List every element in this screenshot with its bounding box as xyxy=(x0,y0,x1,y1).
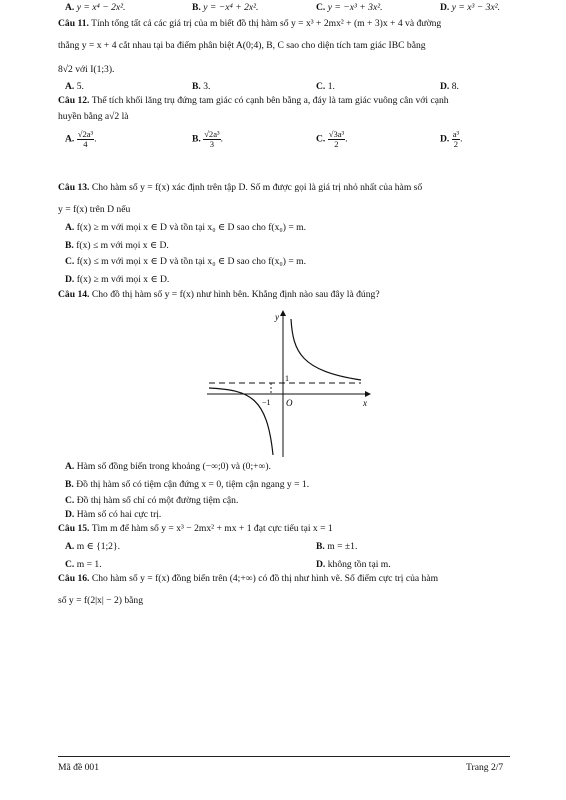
fraction: $\frac{\text{√2a³}}{3}$ xyxy=(204,129,220,150)
q11-option-b: B. 3. xyxy=(192,81,211,92)
q14-option-c: C. Đồ thị hàm số chỉ có một đường tiệm cận. xyxy=(65,495,239,506)
q12-line2: huyền bằng a√2 là xyxy=(58,111,129,122)
q12-option-a: A. $\frac{\text{√2a³}}{4}$ . xyxy=(65,129,97,150)
q10-option-c: C. y = −x³ + 3x². xyxy=(316,2,383,13)
q13-option-c: C. f(x) ≤ m với mọi x ∈ D và tồn tại x₀ ∈ D sao cho f(x₀) = m. xyxy=(65,256,307,267)
q15-option-d: D. không tồn tại m. xyxy=(316,559,391,570)
q13-option-d: D. f(x) ≥ m với mọi x ∈ D. xyxy=(65,274,170,285)
x-axis-arrow-icon xyxy=(365,391,371,397)
q13-line1: Câu 13. Cho hàm số y = f(x) xác định trên tập D. Số m được gọi là giá trị nhỏ nhất của hàm số xyxy=(58,182,423,193)
q15-option-b: B. m = ±1. xyxy=(316,541,358,552)
origin-label: O xyxy=(286,398,293,408)
q14-option-b: B. Đồ thị hàm số có tiệm cận đứng x = 0, tiệm cận ngang y = 1. xyxy=(65,479,310,490)
footer-divider xyxy=(58,756,510,757)
q10-option-a: A. y = x⁴ − 2x². xyxy=(65,2,126,13)
x-axis-label: x xyxy=(363,398,367,408)
q12-option-c: C. $\frac{\text{√3a³}}{2}$ . xyxy=(316,129,348,150)
q13-option-a: A. f(x) ≥ m với mọi x ∈ D và tồn tại x₀ ∈ D sao cho f(x₀) = m. xyxy=(65,222,307,233)
q13-line2: y = f(x) trên D nếu xyxy=(58,204,131,215)
q11-line2: thẳng y = x + 4 cắt nhau tại ba điểm phân biệt A(0;4), B, C sao cho diện tích tam giác IBC bằng xyxy=(58,40,426,51)
footer-page-number: Trang 2/7 xyxy=(466,762,504,773)
q11-option-a: A. 5. xyxy=(65,81,84,92)
q14-line1: Câu 14. Cho đồ thị hàm số y = f(x) như hình bên. Khẳng định nào sau đây là đúng? xyxy=(58,289,380,300)
q11-option-c: C. 1. xyxy=(316,81,335,92)
fraction: $\frac{\text{√2a³}}{4}$ xyxy=(77,129,94,150)
q14-option-a: A. Hàm số đồng biến trong khoảng (−∞;0) và (0;+∞). xyxy=(65,461,271,472)
q15-line1: Câu 15. Tìm m để hàm số y = x³ − 2mx² + mx + 1 đạt cực tiểu tại x = 1 xyxy=(58,523,333,534)
q10-option-b: B. y = −x⁴ + 2x². xyxy=(192,2,259,13)
q16-line2: số y = f(2|x| − 2) bằng xyxy=(58,595,144,606)
y-axis-label: y xyxy=(275,312,279,322)
q12-line1: Câu 12. Thể tích khối lăng trụ đứng tam giác có cạnh bên bằng a, đáy là tam giác vuông cân với cạnh xyxy=(58,95,449,106)
q14-option-d: D. Hàm số có hai cực trị. xyxy=(65,509,162,520)
q12-option-d: D. $\frac{\text{a³}}{2}$ . xyxy=(440,129,463,150)
footer-exam-code: Mã đề 001 xyxy=(58,762,100,773)
right-branch-curve xyxy=(291,319,361,380)
q12-option-b: B. $\frac{\text{√2a³}}{3}$ . xyxy=(192,129,224,150)
fraction: $\frac{\text{√3a³}}{2}$ xyxy=(328,129,345,150)
tick-label-y: 1 xyxy=(285,374,289,383)
q11-option-d: D. 8. xyxy=(440,81,459,92)
y-axis-arrow-icon xyxy=(280,310,286,316)
fraction: $\frac{\text{a³}}{2}$ xyxy=(452,129,460,150)
q10-option-d: D. y = x³ − 3x². xyxy=(440,2,500,13)
q13-option-b: B. f(x) ≤ m với mọi x ∈ D. xyxy=(65,240,169,251)
q14-graph xyxy=(205,307,375,459)
q15-option-a: A. m ∈ {1;2}. xyxy=(65,541,120,552)
q11-line3: 8√2 với I(1;3). xyxy=(58,64,115,75)
q11-line1: Câu 11. Tính tổng tất cả các giá trị của m biết đồ thị hàm số y = x³ + 2mx² + (m + 3)x + 4 và đường xyxy=(58,18,442,29)
tick-label-x: −1 xyxy=(262,398,271,407)
q16-line1: Câu 16. Cho hàm số y = f(x) đồng biến trên (4;+∞) có đồ thị như hình vẽ. Số điểm cực trị của hàm xyxy=(58,573,439,584)
q15-option-c: C. m = 1. xyxy=(65,559,102,570)
